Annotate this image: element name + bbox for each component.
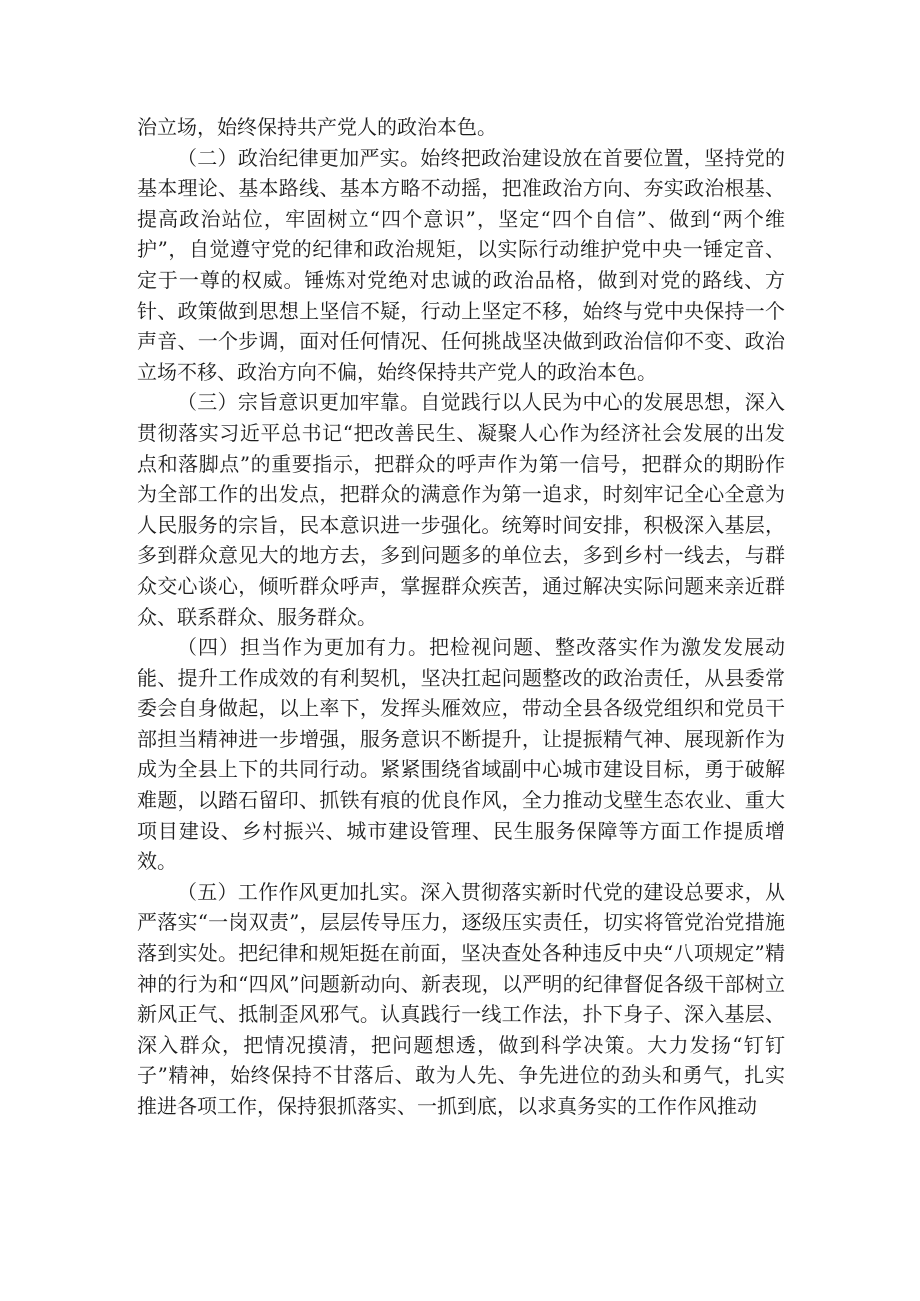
paragraph-responsibility: （四）担当作为更加有力。把检视问题、整改落实作为激发发展动能、提升工作成效的有利契机，坚决扛起问题整改的政治责任，从县委常委会自身做起，以上率下，发挥头雁效应，带动全县各级党组织和党员干部担当精神进一步增强，服务意识不断提升，让提振精气神、展现新作为成为全县上下的共同行动。紧紧围绕省域副中心城市建设目标，勇于破解难题，以踏石留印、抓铁有痕的优良作风，全力推动戈壁生态农业、重大项目建设、乡村振兴、城市建设管理、民生服务保障等方面工作提质增效。 (137, 635, 785, 874)
paragraph-work-style: （五）工作作风更加扎实。深入贯彻落实新时代党的建设总要求，从严落实“一岗双责”，层层传导压力，逐级压实责任，切实将管党治党措施落到实处。把纪律和规矩挺在前面，坚决查处各种违反中央“八项规定”精神的行为和“四风”问题新动向、新表现，以严明的纪律督促各级干部树立新风正气、抵制歪风邪气。认真践行一线工作法，扑下身子、深入基层、深入群众，把情况摸清，把问题想透，做到科学决策。大力发扬“钉钉子”精神，始终保持不甘落后、敢为人先、争先进位的劲头和勇气，扎实推进各项工作，保持狠抓落实、一抓到底，以求真务实的工作作风推动 (137, 879, 785, 1118)
paragraph-political-discipline: （二）政治纪律更加严实。始终把政治建设放在首要位置，坚持党的基本理论、基本路线、基本方略不动摇，把准政治方向、夯实政治根基、提高政治站位，牢固树立“四个意识”，坚定“四个自信”、做到“两个维护”，自觉遵守党的纪律和政治规矩，以实际行动维护党中央一锤定音、定于一尊的权威。锤炼对党绝对忠诚的政治品格，做到对党的路线、方针、政策做到思想上坚信不疑，行动上坚定不移，始终与党中央保持一个声音、一个步调，面对任何情况、任何挑战坚决做到政治信仰不变、政治立场不移、政治方向不偏，始终保持共产党人的政治本色。 (137, 145, 785, 384)
paragraph-continuation: 治立场，始终保持共产党人的政治本色。 (137, 115, 497, 139)
paragraph-purpose-awareness: （三）宗旨意识更加牢靠。自觉践行以人民为中心的发展思想，深入贯彻落实习近平总书记“把改善民生、凝聚人心作为经济社会发展的出发点和落脚点”的重要指示，把群众的呼声作为第一信号，把群众的期盼作为全部工作的出发点，把群众的满意作为第一追求，时刻牢记全心全意为人民服务的宗旨，民本意识进一步强化。统筹时间安排，积极深入基层，多到群众意见大的地方去，多到问题多的单位去，多到乡村一线去，与群众交心谈心，倾听群众呼声，掌握群众疾苦，通过解决实际问题来亲近群众、联系群众、服务群众。 (137, 390, 785, 629)
document-body (137, 112, 785, 1122)
